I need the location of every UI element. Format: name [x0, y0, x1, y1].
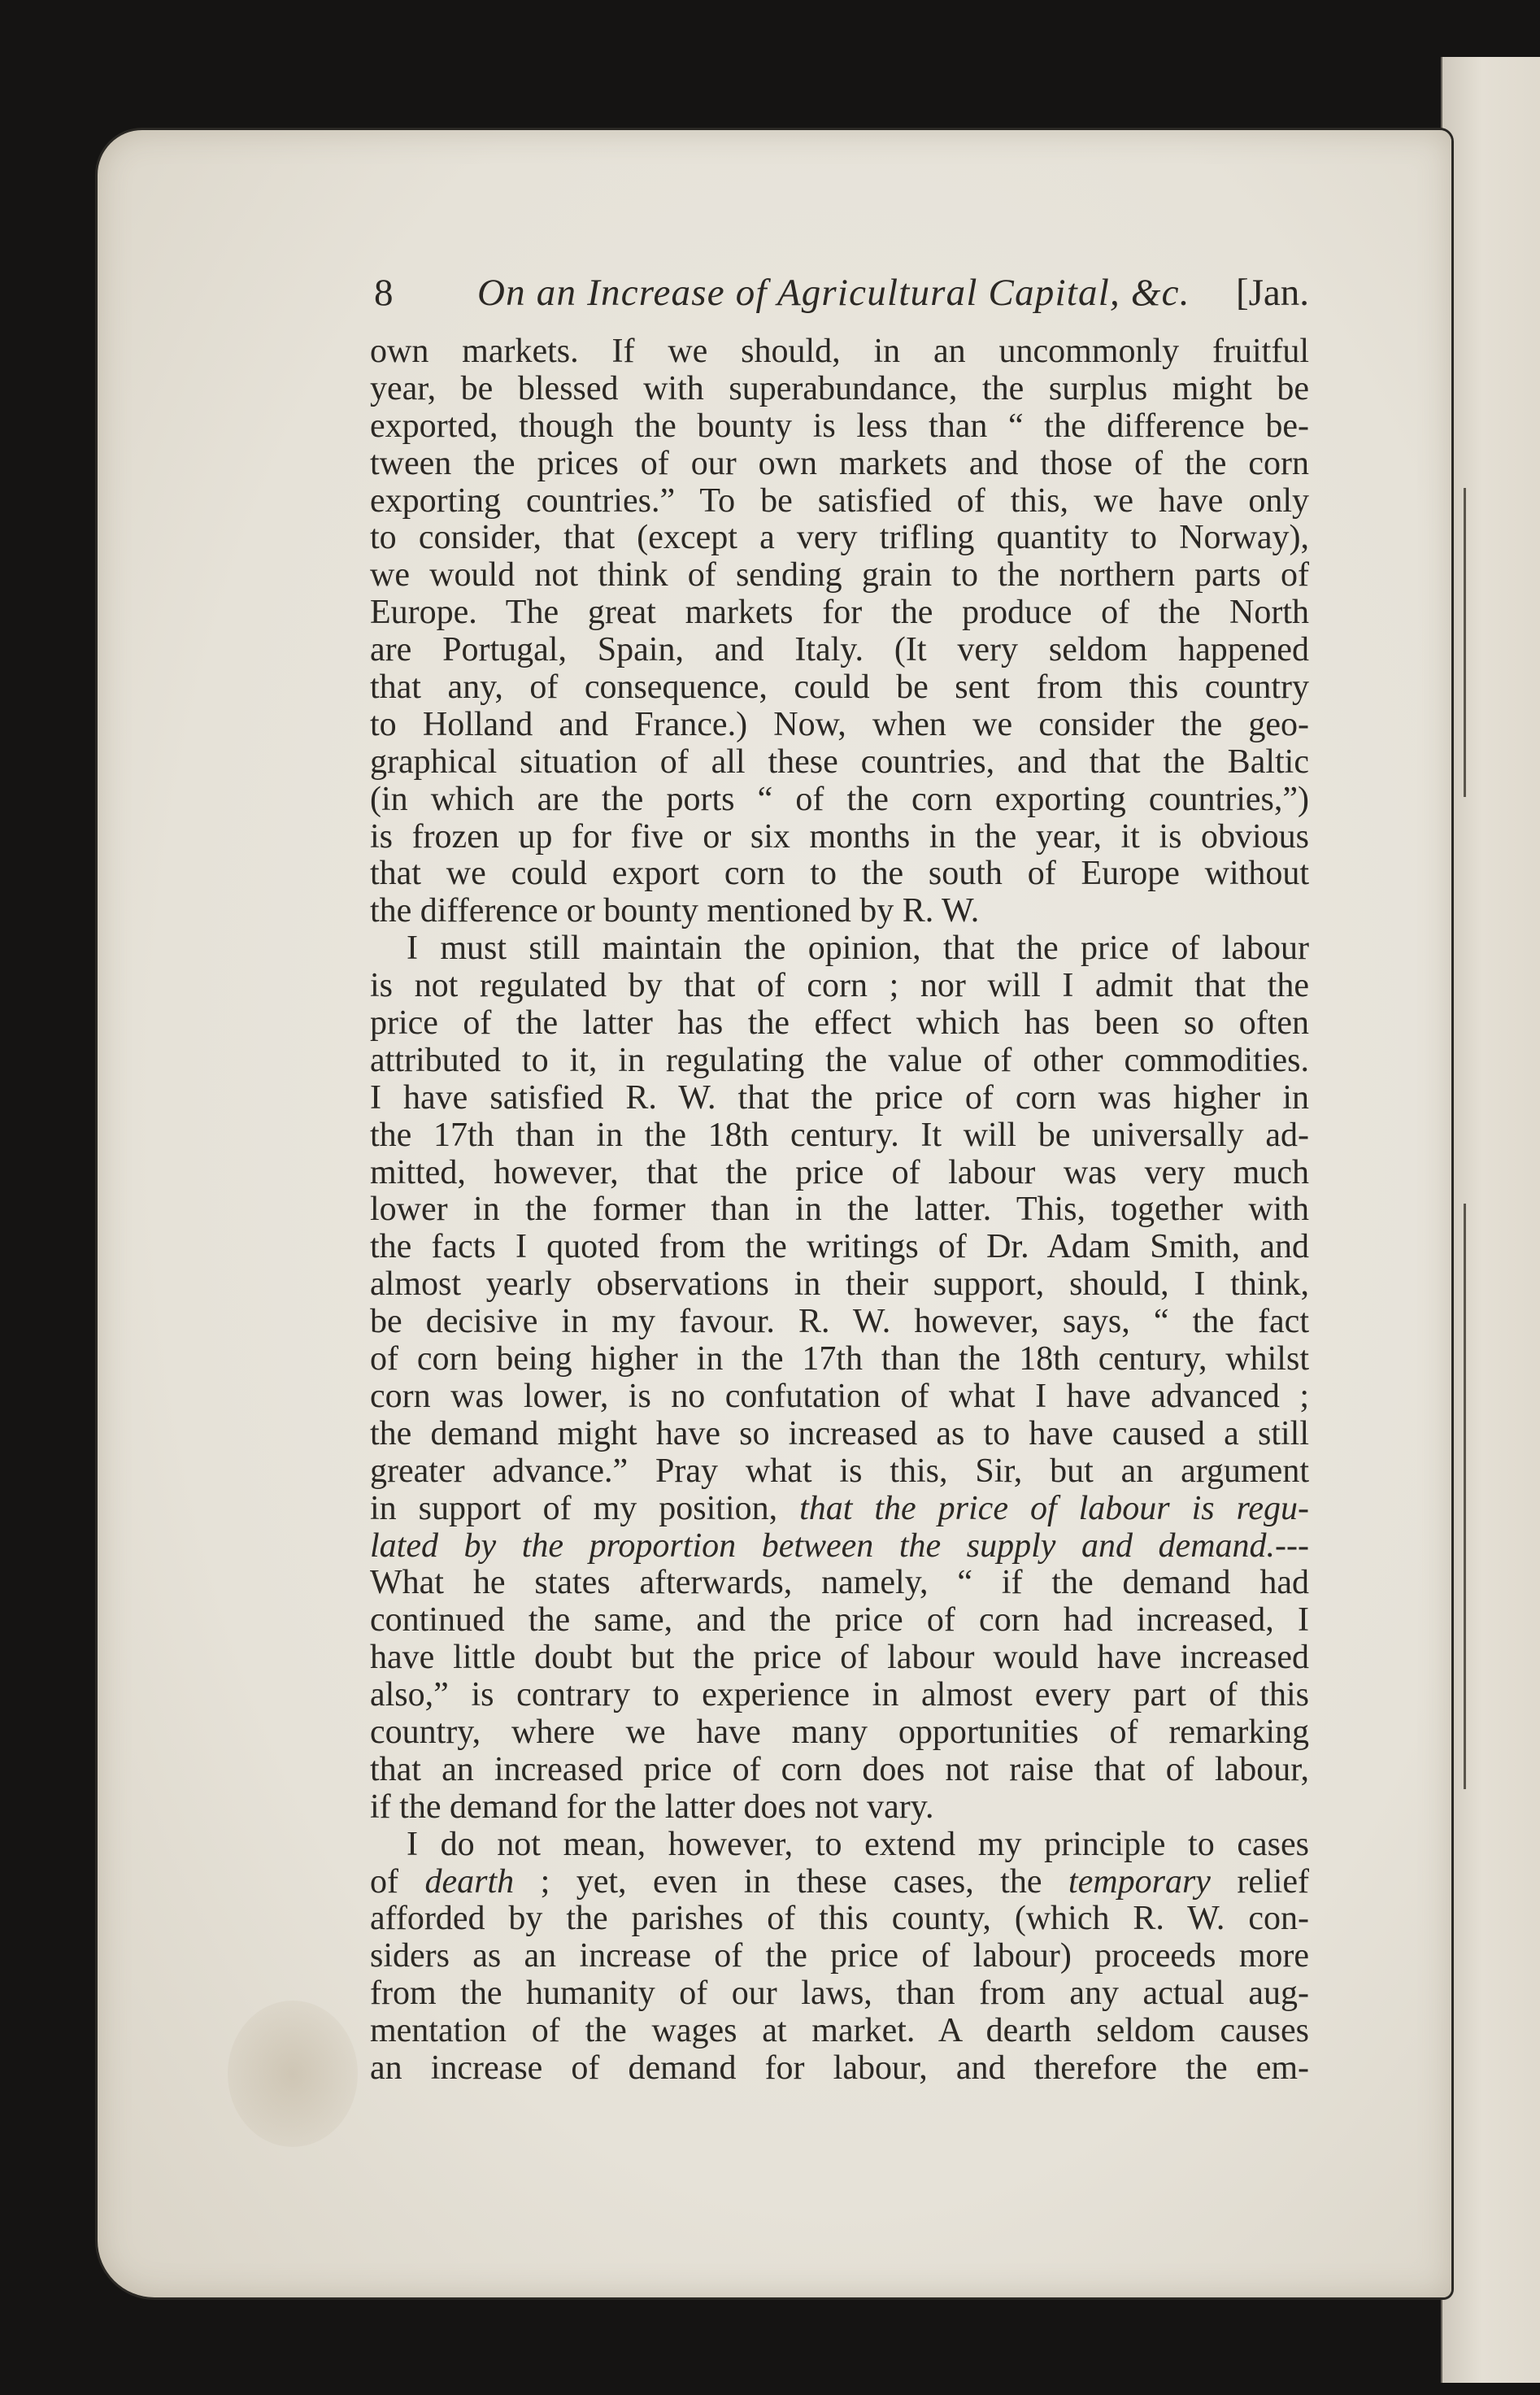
text-line: I do not mean, however, to extend my principle to cases — [407, 1825, 1309, 1863]
body-text — [370, 333, 1309, 2088]
text-line: the 17th than in the 18th century. It will be universally ad- — [370, 1116, 1309, 1154]
text-line: siders as an increase of the price of labour) proceeds more — [370, 1937, 1309, 1975]
text-line: mentation of the wages at market. A dearth seldom causes — [370, 2012, 1309, 2050]
text-line: lated by the proportion between the supply and demand.--- — [370, 1526, 1309, 1565]
text-line: the facts I quoted from the writings of Dr. Adam Smith, and — [370, 1228, 1309, 1266]
text-line: that we could export corn to the south of Europe without — [370, 855, 1309, 893]
text-line: Europe. The great markets for the produce of the North — [370, 594, 1309, 632]
text-line: an increase of demand for labour, and therefore the em- — [370, 2049, 1309, 2087]
text-line: I must still maintain the opinion, that the price of labour — [407, 930, 1309, 968]
text-line: price of the latter has the effect which has been so often — [370, 1004, 1309, 1043]
text-line: I have satisfied R. W. that the price of corn was higher in — [370, 1078, 1309, 1117]
text-line: own markets. If we should, in an uncommonly fruitful — [370, 333, 1309, 370]
text-line: also,” is contrary to experience in almost every part of this — [370, 1676, 1309, 1714]
text-line: almost yearly observations in their support, should, I think, — [370, 1265, 1309, 1304]
text-line: to Holland and France.) Now, when we consider the geo- — [370, 705, 1309, 743]
text-line: of corn being higher in the 17th than the 18th century, whilst — [370, 1340, 1309, 1378]
text-line: that an increased price of corn does not raise that of labour, — [370, 1750, 1309, 1788]
text-line: is frozen up for five or six months in the year, it is obvious — [370, 817, 1309, 856]
text-line: that any, of consequence, could be sent from this country — [370, 668, 1309, 707]
text-line: What he states afterwards, namely, “ if the demand had — [370, 1564, 1309, 1602]
text-line: lower in the former than in the latter. This, together with — [370, 1191, 1309, 1229]
text-line: if the demand for the latter does not vary. — [370, 1788, 934, 1826]
text-line: are Portugal, Spain, and Italy. (It very seldom happened — [370, 631, 1309, 669]
facing-page-edge — [1441, 57, 1540, 2383]
text-line: country, where we have many opportunities of remarking — [370, 1713, 1309, 1751]
text-line: have little doubt but the price of labour would have increased — [370, 1639, 1309, 1677]
page-text-block — [370, 268, 1309, 2123]
text-line: in support of my position, that the price of labour is regu- — [370, 1489, 1309, 1527]
text-line: be decisive in my favour. R. W. however, says, “ the fact — [370, 1303, 1309, 1341]
facing-page-rule — [1464, 488, 1466, 797]
text-line: exported, though the bounty is less than “ the difference be- — [370, 407, 1309, 445]
text-line: graphical situation of all these countries, and that the Baltic — [370, 742, 1309, 781]
text-line: corn was lower, is no confutation of what I have advanced ; — [370, 1377, 1309, 1415]
text-line: the demand might have so increased as to have caused a still — [370, 1414, 1309, 1452]
text-line: is not regulated by that of corn ; nor will I admit that the — [370, 967, 1309, 1005]
running-month: [Jan. — [1235, 272, 1309, 314]
text-line: attributed to it, in regulating the value of other commodities. — [370, 1041, 1309, 1079]
page-number: 8 — [374, 272, 394, 314]
paper-stain — [228, 2001, 358, 2147]
text-line: (in which are the ports “ of the corn exporting countries,”) — [370, 780, 1309, 818]
text-line: greater advance.” Pray what is this, Sir, but an argument — [370, 1452, 1309, 1490]
text-line: afforded by the parishes of this county, (which R. W. con- — [370, 1900, 1309, 1938]
text-line: tween the prices of our own markets and those of the corn — [370, 444, 1309, 482]
running-header — [370, 268, 1309, 317]
text-line: mitted, however, that the price of labour was very much — [370, 1153, 1309, 1191]
text-line: we would not think of sending grain to the northern parts of — [370, 556, 1309, 594]
text-line: exporting countries.” To be satisfied of this, we have only — [370, 481, 1309, 520]
facing-page-rule — [1464, 1204, 1466, 1789]
text-line: the difference or bounty mentioned by R. W. — [370, 892, 980, 930]
text-line: year, be blessed with superabundance, the surplus might be — [370, 369, 1309, 407]
running-title: On an Increase of Agricultural Capital, &c. — [477, 272, 1190, 314]
text-line: continued the same, and the price of corn had increased, I — [370, 1601, 1309, 1639]
text-line: to consider, that (except a very trifling quantity to Norway), — [370, 519, 1309, 557]
text-line: from the humanity of our laws, than from any actual aug- — [370, 1975, 1309, 2013]
text-line: of dearth ; yet, even in these cases, the temporary relief — [370, 1862, 1309, 1901]
